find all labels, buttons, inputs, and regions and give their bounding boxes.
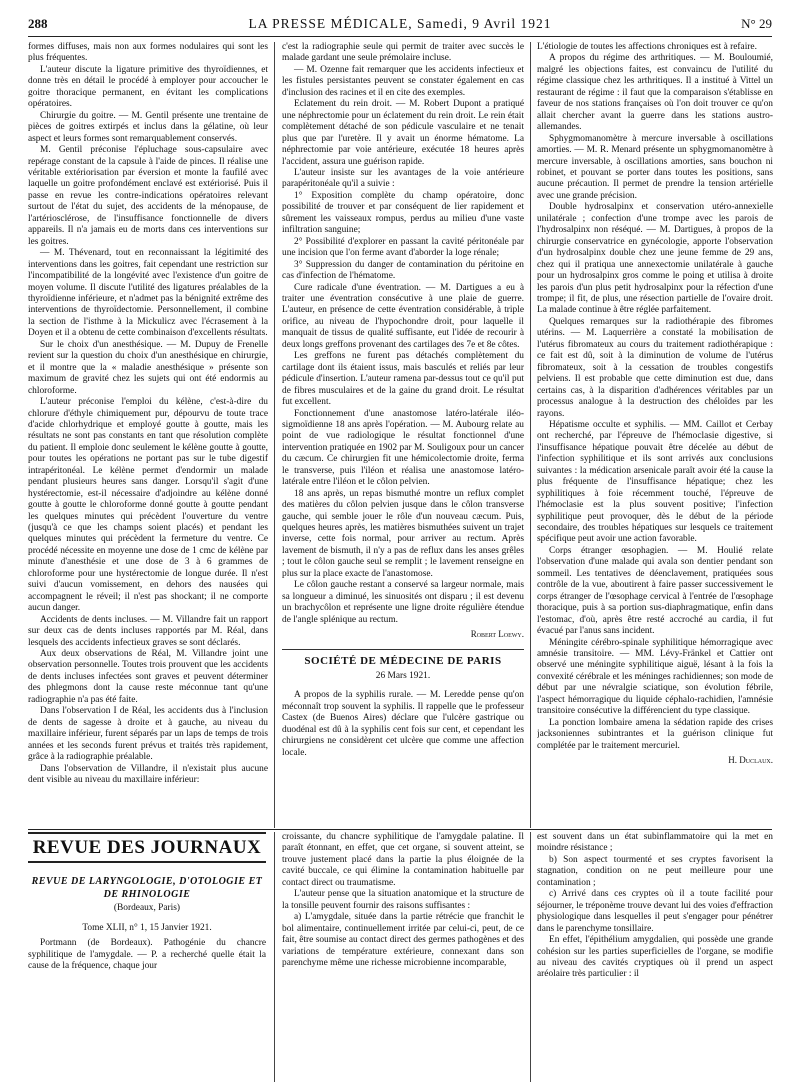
- paragraph: L'auteur discute la ligature primitive des thyroïdiennes, et donne très en détail le procédé à employer pour accoucher le goitre thoracique permanent, en évitant les complications opératoires.: [28, 64, 268, 110]
- column-3: [537, 42, 773, 828]
- paragraph: est souvent dans un état subinflammatoire qui la met en moindre résistance ;: [537, 832, 773, 854]
- paragraph: En effet, l'épithélium amygdalien, qui possède une grande cohésion sur les parties superficielles de l'organe, se modifie au niveau des cavités cryptiques où il prend un aspect aréolaire très particulier : il: [537, 935, 773, 980]
- paragraph: Cure radicale d'une éventration. — M. Dartigues a eu à traiter une éventration consécutive à une plaie de guerre. L'auteur, en présence de cette éventration considérable, à triple orifice, au niveau de l'hypochondre droit, pour laquelle il manquait de tissus de qualité suffisante, eut l'idée de recourir à deux longs greffons provenant des cartilages des 7e et 8e côtes.: [282, 282, 524, 350]
- paragraph: Le côlon gauche restant a conservé sa largeur normale, mais sa longueur a diminué, les sinuosités ont disparu ; il est devenu un brachycôlon et représente une ligne droite régulière étendue de l'angle splénique au rectum.: [282, 580, 524, 625]
- paragraph: M. Gentil préconise l'épluchage sous-capsulaire avec repérage constant de la capsule à l'aide de pinces. Il réalise une véritable extériorisation par éversion et monte la faufilé avec laquelle un goitre profondément enclavé est extériorisé. Puis il passe en revue les contre-indications opératoires relevant surtout de l'état du sujet, des accidents de la ménopause, de l'artériosclérose, de l'insuffisance fonctionnelle de divers appareils. Il n'a jamais eu de morts dans ces interventions sur les goitres.: [28, 145, 268, 247]
- paragraph: Sphygmomanomètre à mercure inversable à oscillations amorties. — M. R. Menard présente un sphygmomanomètre à mercure inversable, à oscillations amorties, sans bouchon ni robinet, et pouvant se porter dans toutes les positions, sans aucune précaution. Il permet de prendre la tension artérielle avec une grande précision.: [537, 133, 773, 201]
- column-2: [282, 42, 524, 828]
- column-divider: [274, 832, 275, 1082]
- paragraph: Quelques remarques sur la radiothérapie des fibromes utérins. — M. Laquerrière a constaté la mobilisation de l'utérus fibromateux au cours du traitement radiothérapique : ce fait est dû, soit à la diminution de volume de l'utérus fibromateux, soit à la cessation de troubles congestifs pelviens. Il est probable que cette diminution est due, dans certains cas, à la disparition d'adhérences véritables par un processus analogue à la destruction des chéloïdes par les rayons.: [537, 316, 773, 419]
- revue-title: REVUE DES JOURNAUX: [28, 832, 266, 863]
- paragraph: c) Arrivé dans ces cryptes où il a toute facilité pour séjourner, le tréponème trouve devant lui des voies d'effraction physiologique dans lesquelles il peut s'engager pour pénétrer dans le parenchyme tonsillaire.: [537, 889, 773, 934]
- paragraph: Chirurgie du goitre. — M. Gentil présente une trentaine de pièces de goitres extirpés et inclus dans la gélatine, où leur aspect et leurs formes sont remarquablement conservés.: [28, 110, 268, 144]
- issue-number: N° 29: [741, 16, 772, 31]
- column-1: [28, 42, 268, 828]
- paragraph: Aux deux observations de Réal, M. Villandre joint une observation personnelle. Toutes trois prouvent que les accidents de dents incluses infectées sont graves et peuvent déterminer des phlegmons dont la cause reste méconnue tant qu'une radiographie n'a pas été faite.: [28, 649, 268, 705]
- paragraph: c'est la radiographie seule qui permit de traiter avec succès le malade gardant une seule prémolaire incluse.: [282, 42, 524, 64]
- paragraph: b) Son aspect tourmenté et ses cryptes favorisent la stagnation, condition on ne peut meilleure pour une contamination ;: [537, 854, 773, 888]
- paragraph: Accidents de dents incluses. — M. Villandre fait un rapport sur deux cas de dents incluses rapportés par M. Réal, dans lesquels des accidents infectieux graves se sont déclarés.: [28, 614, 268, 648]
- paragraph: L'auteur préconise l'emploi du kélène, c'est-à-dire du chlorure d'éthyle chimiquement pur, dépourvu de toute trace d'acide chlorhydrique et employé goutte à goutte, mais les résultats ne sont pas constants en tant que résolution complète du patient. Il emploie donc seulement le kélène goutte à goutte, pour toutes les opérations ne portant pas sur le tube digestif intrapéritonéal. Le kélène permet d'endormir un malade pendant plusieurs heures sans danger. Lorsqu'il s'agit d'une hystérectomie, est-il nécessaire d'adjoindre au kélène donné goutte à goutte le chloroforme donné goutte à goutte pendant les quelques minutes qui précèdent l'ouverture du ventre (jusqu'à ce que les champs soient placés) et pendant les quelques minutes qui précèdent la fermeture du ventre. Ce procédé nécessite en moyenne une dose de 1 cmc de kélène par minute d'anesthésie et une dose de 3 à 6 grammes de chloroforme pour une hystérectomie de longue durée. Il n'est suivi d'aucun vomissement, en dehors des nausées qui accompagnent le réveil; il n'est pas shockant; il ne comporte aucun danger.: [28, 397, 268, 614]
- paragraph: 1° Exposition complète du champ opératoire, donc possibilité de trouver et par conséquent de lier rapidement et sûrement les vaisseaux rompus, perdus au milieu d'une vaste infiltration sanguine;: [282, 190, 524, 236]
- column-divider: [530, 42, 531, 828]
- bottom-column-2: [282, 832, 524, 1082]
- revue-des-journaux: [28, 832, 266, 1082]
- paragraph: — M. Ozenne fait remarquer que les accidents infectieux et les fistules persistantes peuvent se constater également en cas d'inclusion des racines et il en cite des exemples.: [282, 64, 524, 98]
- paragraph: L'auteur pense que la situation anatomique et la structure de la tonsille peuvent fournir des raisons suffisantes :: [282, 889, 524, 911]
- paragraph: Eclatement du rein droit. — M. Robert Dupont a pratiqué une néphrectomie pour un éclatement du rein droit. Le rein était complètement détaché de son pédicule vasculaire et ne tenait plus que par l'uretère. Il y avait un énorme hématome. La néphrectomie par voie antérieure, exécutée 18 heures après l'accident, assura une guérison rapide.: [282, 99, 524, 167]
- paragraph: Sur le choix d'un anesthésique. — M. Dupuy de Frenelle revient sur la question du choix d'un anesthésique en chirurgie, et il montre que la « maladie anesthésique » présente son maximum de gravité chez les sujets qui ont été endormis au chloroforme.: [28, 339, 268, 396]
- paragraph: Les greffons ne furent pas détachés complètement du cartilage dont ils étaient issus, mais basculés et reliés par leur pédicule d'insertion. L'auteur ramena par-dessus tout ce qu'il put de fibres musculaires et de la gaine du grand droit. Le résultat fut excellent.: [282, 351, 524, 408]
- article-signature: Robert Loewy.: [470, 629, 524, 640]
- column-divider: [274, 42, 275, 828]
- paragraph: Fonctionnement d'une anastomose latéro-latérale iléo-sigmoïdienne 18 ans après l'opération. — M. Aubourg relate au point de vue radiologique le résultat fonctionnel d'une intervention pratiquée en 1902 par M. Souligoux pour un cancer du cæcum. Ce chirurgien fit une hémicolectomie droite, ferma le transverse, puis l'iléon et réalisa une anastomose latéro-latérale entre l'iléon et le côlon pelvien.: [282, 408, 524, 488]
- paragraph: La ponction lombaire amena la sédation rapide des crises jacksoniennes subintrantes et la guérison clinique fut complétée par le traitement mercuriel.: [537, 717, 773, 751]
- paragraph: Dans l'observation I de Réal, les accidents dus à l'inclusion de dents de sagesse à droite et à gauche, au niveau du maxillaire inférieur, furent séparés par un laps de temps de trois années et les seconds furent prévus et traités très rapidement, grâce à la radiographie préalable.: [28, 706, 268, 763]
- page-header: [28, 14, 772, 37]
- paragraph: — M. Thévenard, tout en reconnaissant la légitimité des interventions dans les goitres, fait cependant une restriction sur l'incompatibilité de la longévité avec l'existence d'un goitre de moyen volume. Il discute l'utilité des ligatures préalables de la thyroïdienne inférieure, et n'admet pas la bénignité extrême des interventions de thyroïdectomie. Personnellement, il combine la section de l'isthme à la Mickulicz avec l'écrasement à la Doyen et il a obtenu de cette combinaison d'excellents résultats.: [28, 248, 268, 339]
- paragraph: 3° Suppression du danger de contamination du péritoine en cas d'infection de l'hématome.: [282, 259, 524, 282]
- paragraph: Double hydrosalpinx et conservation utéro-annexielle unilatérale ; confection d'une trompe avec les parois de l'hydrosalpinx non réséqué. — M. Dartigues, à propos de la chirurgie conservatrice en gynécologie, apporte l'observation d'un hydrosalpinx double chez une jeune femme de 29 ans, chez qui il pratiqua une annexectomie unilatérale à gauche pour un hydrosalpinx gros comme le poing et utilisa à droite les parois d'un plus petit hydrosalpinx pour la réfection d'une trompe; il fit, de plus, une résection partielle de l'ovaire droit. La malade continue à être réglée parfaitement.: [537, 202, 773, 316]
- paragraph: 2° Possibilité d'explorer en passant la cavité péritonéale par une incision que l'on ferme avant d'aborder la loge rénale;: [282, 236, 524, 259]
- paragraph: formes diffuses, mais non aux formes nodulaires qui sont les plus fréquentes.: [28, 42, 268, 64]
- paragraph: Hépatisme occulte et syphilis. — MM. Caillot et Cerbay ont recherché, par l'épreuve de l'hémoclasie digestive, si l'insuffisance hépatique pouvait être décelée au début de l'infection syphilitique et ils sont arrivés aux conclusions suivantes : la médication arsenicale paraît avoir été la cause la plus fréquente de l'insuffisance hépatique; chez les syphilitiques à foie récemment touché, l'épreuve de l'hémoclasie est la plus souvent positive; l'infection syphilitique peut provoquer, dès le début de la période secondaire, des troubles hépatiques sur lesquels ce traitement spécifique peut avoir une action favorable.: [537, 419, 773, 545]
- revue-journal-name: REVUE DE LARYNGOLOGIE, D'OTOLOGIE ET DE RHINOLOGIE: [31, 876, 263, 901]
- paragraph: croissante, du chancre syphilitique de l'amygdale palatine. Il paraît étonnant, en effet, que cet organe, si souvent atteint, se trouve justement placé dans la partie la plus éloignée de la cavité buccale, ce qui élimine la contamination habituelle par contact direct ou traumatisme.: [282, 832, 524, 888]
- society-date: 26 Mars 1921.: [375, 671, 431, 682]
- revue-paragraph: Portmann (de Bordeaux). Pathogénie du chancre syphilitique de l'amygdale. — P. a recherché quelle était la cause de la fréquence, chaque jour: [28, 938, 266, 972]
- paragraph: A propos du régime des arthritiques. — M. Bouloumié, malgré les objections faites, est convaincu de l'utilité du régime classique chez les arthritiques. Il a institué à Vittel un restaurant de régime : il faut que la comparaison s'établisse en faveur de nos stations françaises où l'on doit trouver ce qu'on allait chercher avant la guerre dans les stations austro-allemandes.: [537, 53, 773, 133]
- journal-title: LA PRESSE MÉDICALE, Samedi, 9 Avril 1921: [248, 16, 552, 31]
- paragraph: Dans l'observation de Villandre, il n'existait plus aucune dent visible au niveau du maxillaire inférieur:: [28, 763, 268, 785]
- revue-journal-city: (Bordeaux, Paris): [113, 903, 181, 914]
- society-title: SOCIÉTÉ DE MÉDECINE DE PARIS: [282, 649, 524, 667]
- revue-tome: Tome XLII, n° 1, 15 Janvier 1921.: [82, 922, 212, 933]
- paragraph: A propos de la syphilis rurale. — M. Leredde pense qu'on méconnaît trop souvent la syphilis. Il rappelle que le professeur Castex (de Buenos Aires) déclare que l'ulcère gastrique ou duodénal est dû à la syphilis cent fois sur cent, et cependant les chirurgiens ne considèrent cet ulcère que comme une affection locale.: [282, 690, 524, 758]
- paragraph: L'auteur insiste sur les avantages de la voie antérieure parapéritonéale qu'il a suivie :: [282, 167, 524, 190]
- paragraph: L'étiologie de toutes les affections chroniques est à refaire.: [537, 42, 757, 52]
- article-signature: H. Duclaux.: [728, 755, 773, 766]
- paragraph: 18 ans après, un repas bismuthé montre un reflux complet des matières du côlon pelvien jusque dans le côlon transverse gauche, qui semble jouer le rôle d'un nouveau cæcum. Puis, quelques heures après, les matières bismuthées suivent un trajet inverse, cette fois normal, pour arriver au rectum. Après lavement de bismuth, il n'y a pas de reflux dans les anses grêles ; tout le côlon gauche seul se remplit ; le lavement renseigne en plus sur la place exacte de l'anastomose.: [282, 488, 524, 579]
- bottom-column-3: [537, 832, 773, 1082]
- section-separator: [28, 829, 772, 830]
- column-divider: [530, 832, 531, 1082]
- page-number: 288: [28, 16, 48, 31]
- paragraph: Corps étranger œsophagien. — M. Houlié relate l'observation d'une malade qui avala son dentier pendant son sommeil. Les tentatives de déenclavement, pratiquées sous contrôle de la vue, aboutirent à faire passer successivement le corps étranger de l'œsophage cervical à l'entrée de l'œsophage thoracique, puis à sa portion sus-diaphragmatique, enfin dans l'estomac, d'où, après être resté accroché au cardia, il fut évacué par l'anus sans incident.: [537, 545, 773, 637]
- paragraph: a) L'amygdale, située dans la partie rétrécie que franchit le bol alimentaire, continuellement irritée par celui-ci, peut, de ce fait, être soumise au contact direct des germes pathogènes et des variations de température extérieure, connexant dans son parenchyme même une richesse microbienne incomparable,: [282, 912, 524, 968]
- paragraph: Méningite cérébro-spinale syphilitique hémorragique avec amnésie transitoire. — MM. Lévy-Fränkel et Cattier ont observé une méningite syphilitique aiguë, lésant à la fois la convexité cérébrale et les méninges rachidiennes; son mode de début par une névralgie sciatique, son évolution fébrile, l'aspect hémorragique du liquide céphalo-rachidien, l'amnésie transitoire consécutive la différencient du type classique.: [537, 637, 773, 717]
